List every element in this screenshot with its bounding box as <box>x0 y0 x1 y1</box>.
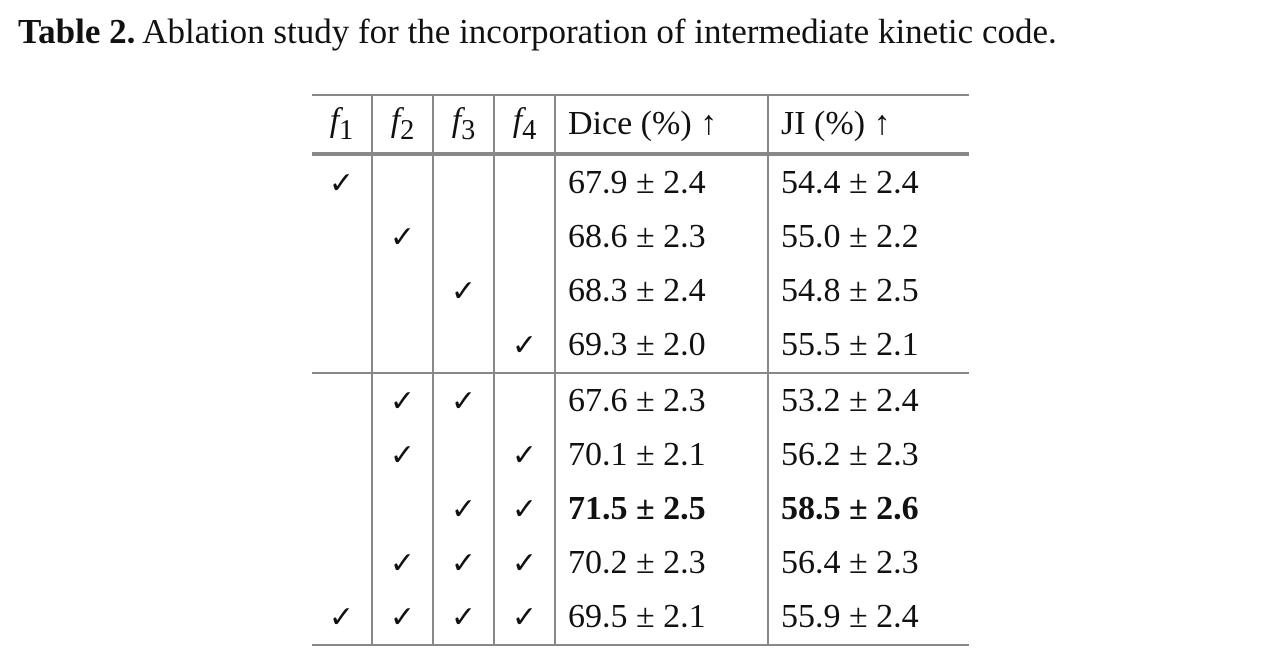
cell-f3: ✓ <box>433 373 494 428</box>
cell-f1 <box>312 264 372 318</box>
ablation-table <box>312 94 969 646</box>
cell-f2 <box>372 318 433 373</box>
header-dice: Dice (%) ↑ <box>555 95 768 154</box>
cell-f3 <box>433 210 494 264</box>
table-row <box>312 590 969 645</box>
cell-dice: 69.3 ± 2.0 <box>555 318 768 373</box>
header-ji: JI (%) ↑ <box>781 105 891 142</box>
cell-f1 <box>312 428 372 482</box>
cell-ji: 55.9 ± 2.4 <box>768 590 969 645</box>
cell-f3: ✓ <box>433 482 494 536</box>
table-header <box>312 95 969 154</box>
header-f2: $f_2$ <box>372 95 433 154</box>
cell-ji: 56.2 ± 2.3 <box>781 436 919 473</box>
cell-f4: ✓ <box>494 428 555 482</box>
table-row <box>312 428 969 482</box>
cell-f1: ✓ <box>312 590 372 645</box>
header-f3: $f_3$ <box>433 95 494 154</box>
cell-f1: ✓ <box>312 154 372 210</box>
caption-text: Ablation study for the incorporation of intermediate kinetic code. <box>135 12 1057 51</box>
cell-f2: ✓ <box>372 590 433 645</box>
cell-dice: 67.6 ± 2.3 <box>555 373 768 428</box>
cell-dice: 68.3 ± 2.4 <box>555 264 768 318</box>
cell-f3 <box>433 154 494 210</box>
cell-f2: ✓ <box>372 536 433 590</box>
cell-f2: ✓ <box>372 210 433 264</box>
cell-f4: ✓ <box>494 590 555 645</box>
single-feature-group <box>312 154 969 373</box>
cell-ji: 54.4 ± 2.4 <box>781 164 919 201</box>
cell-f4: ✓ <box>494 318 555 373</box>
cell-dice: 67.9 ± 2.4 <box>555 154 768 210</box>
cell-dice: 68.6 ± 2.3 <box>555 210 768 264</box>
cell-ji: 55.5 ± 2.1 <box>781 326 919 363</box>
header-f1: $f_1$ <box>312 95 372 154</box>
cell-f1 <box>312 482 372 536</box>
cell-f2 <box>372 154 433 210</box>
cell-f3: ✓ <box>433 536 494 590</box>
cell-f4 <box>494 154 555 210</box>
table-row <box>312 154 969 210</box>
cell-dice: 70.2 ± 2.3 <box>555 536 768 590</box>
cell-f3 <box>433 318 494 373</box>
cell-f2: ✓ <box>372 373 433 428</box>
cell-f3 <box>433 428 494 482</box>
header-f4: $f_4$ <box>494 95 555 154</box>
cell-f2 <box>372 482 433 536</box>
cell-ji-best: 58.5 ± 2.6 <box>781 490 919 527</box>
cell-dice: 70.1 ± 2.1 <box>555 428 768 482</box>
cell-f3: ✓ <box>433 590 494 645</box>
cell-f1 <box>312 373 372 428</box>
cell-f4 <box>494 210 555 264</box>
caption-label: Table 2. <box>18 12 136 51</box>
cell-f1 <box>312 536 372 590</box>
cell-dice: 69.5 ± 2.1 <box>555 590 768 645</box>
cell-f4: ✓ <box>494 482 555 536</box>
cell-f1 <box>312 318 372 373</box>
table-caption <box>18 12 1258 52</box>
table-row <box>312 318 969 373</box>
cell-f3: ✓ <box>433 264 494 318</box>
cell-f4 <box>494 373 555 428</box>
cell-f4: ✓ <box>494 536 555 590</box>
table-row <box>312 210 969 264</box>
combined-feature-group <box>312 373 969 645</box>
cell-ji: 55.0 ± 2.2 <box>781 218 919 255</box>
table-row <box>312 373 969 428</box>
cell-ji: 53.2 ± 2.4 <box>768 373 969 428</box>
cell-f1 <box>312 210 372 264</box>
cell-f2 <box>372 264 433 318</box>
table-row <box>312 264 969 318</box>
table-row-best <box>312 482 969 536</box>
cell-f2: ✓ <box>372 428 433 482</box>
cell-ji: 56.4 ± 2.3 <box>781 544 919 581</box>
cell-f4 <box>494 264 555 318</box>
cell-ji: 54.8 ± 2.5 <box>781 272 919 309</box>
cell-dice-best: 71.5 ± 2.5 <box>555 482 768 536</box>
table-row <box>312 536 969 590</box>
header-row <box>312 95 969 154</box>
